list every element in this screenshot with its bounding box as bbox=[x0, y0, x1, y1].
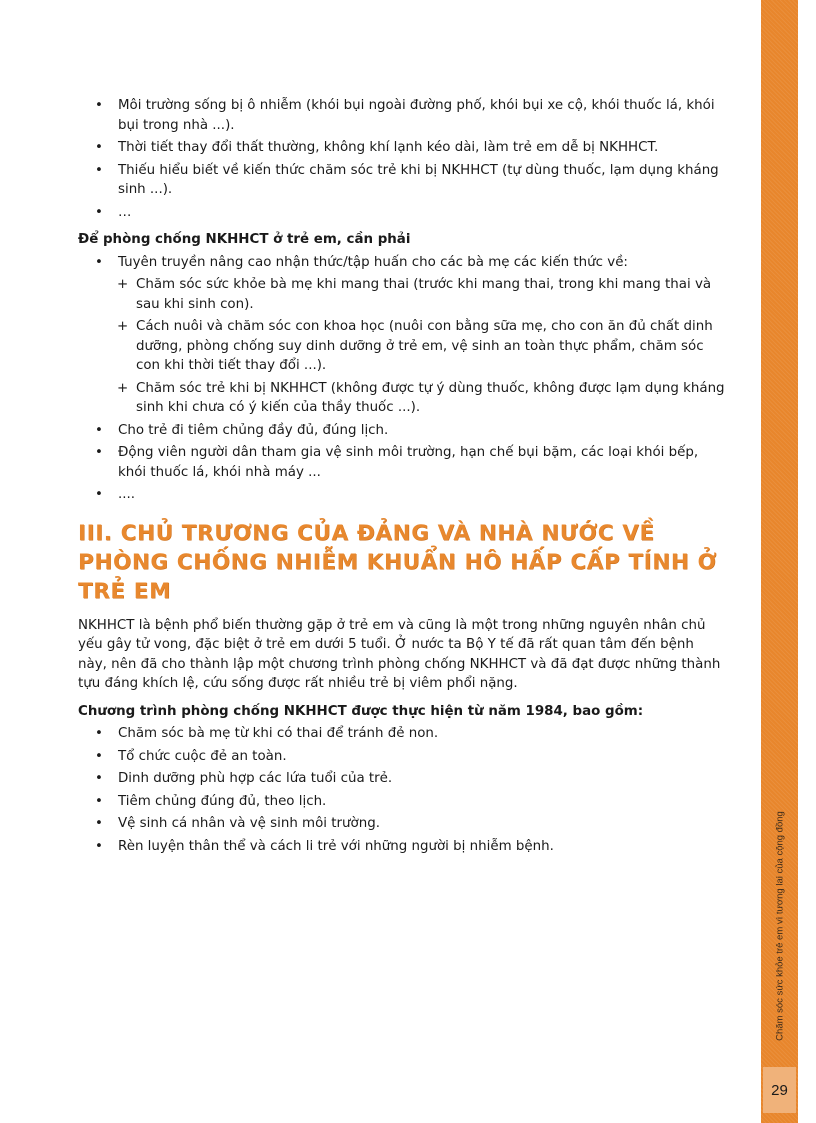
program-list bbox=[78, 724, 726, 856]
program-heading: Chương trình phòng chống NKHHCT được thực hiện từ năm 1984, bao gồm: bbox=[78, 703, 644, 719]
side-band bbox=[761, 0, 798, 1123]
page-number: 29 bbox=[763, 1067, 796, 1113]
sub-list-item: + Cách nuôi và chăm sóc con khoa học (nuôi con bằng sữa mẹ, cho con ăn đủ chất dinh dưỡng, phòng chống suy dinh dưỡng ở trẻ em, vệ sinh an toàn thực phẩm, chăm sóc con khi thời tiết thay đổi ...). bbox=[78, 317, 726, 376]
prevention-sublist bbox=[78, 275, 726, 418]
list-item: • Cho trẻ đi tiêm chủng đầy đủ, đúng lịch. bbox=[78, 421, 726, 441]
list-item: • Động viên người dân tham gia vệ sinh môi trường, hạn chế bụi bặm, các loại khói bếp, khói thuốc lá, khói nhà máy ... bbox=[78, 443, 726, 482]
sub-list-item: + Chăm sóc sức khỏe bà mẹ khi mang thai (trước khi mang thai, trong khi mang thai và sau khi sinh con). bbox=[78, 275, 726, 314]
list-item: • .... bbox=[78, 485, 726, 505]
page-content bbox=[78, 96, 726, 859]
prevention-heading: Để phòng chống NKHHCT ở trẻ em, cần phải bbox=[78, 232, 411, 247]
prevention-list bbox=[78, 253, 726, 273]
list-item: • Dinh dưỡng phù hợp các lứa tuổi của trẻ. bbox=[78, 769, 726, 789]
list-item: • Thời tiết thay đổi thất thường, không khí lạnh kéo dài, làm trẻ em dễ bị NKHHCT. bbox=[78, 138, 726, 158]
sidebar-book-title: Chăm sóc sức khỏe trẻ em vì tương lai của cộng đồng bbox=[774, 811, 785, 1041]
list-item: • Vệ sinh cá nhân và vệ sinh môi trường. bbox=[78, 814, 726, 834]
list-item: • Chăm sóc bà mẹ từ khi có thai để tránh đẻ non. bbox=[78, 724, 726, 744]
list-item: • Thiếu hiểu biết về kiến thức chăm sóc trẻ khi bị NKHHCT (tự dùng thuốc, lạm dụng kháng sinh ...). bbox=[78, 161, 726, 200]
sub-list-item: + Chăm sóc trẻ khi bị NKHHCT (không được tự ý dùng thuốc, không được lạm dụng kháng sinh khi chưa có ý kiến của thầy thuốc ...). bbox=[78, 379, 726, 418]
list-item-text: Tuyên truyền nâng cao nhận thức/tập huấn cho các bà mẹ các kiến thức về: bbox=[118, 254, 628, 270]
list-item: • Rèn luyện thân thể và cách li trẻ với những người bị nhiễm bệnh. bbox=[78, 837, 726, 857]
list-item: • Môi trường sống bị ô nhiễm (khói bụi ngoài đường phố, khói bụi xe cộ, khói thuốc lá, khói bụi trong nhà ...). bbox=[78, 96, 726, 135]
section-title: III. CHỦ TRƯƠNG CỦA ĐẢNG VÀ NHÀ NƯỚC VỀ PHÒNG CHỐNG NHIỄM KHUẨN HÔ HẤP CẤP TÍNH Ở TRẺ EM bbox=[78, 520, 717, 604]
list-item: • Tiêm chủng đúng đủ, theo lịch. bbox=[78, 792, 726, 812]
list-item: • … bbox=[78, 203, 726, 223]
causes-list bbox=[78, 96, 726, 222]
list-item: • Tổ chức cuộc đẻ an toàn. bbox=[78, 747, 726, 767]
section-paragraph: NKHHCT là bệnh phổ biến thường gặp ở trẻ em và cũng là một trong những nguyên nhân chủ yếu gây tử vong, đặc biệt ở trẻ em dưới 5 tuổi. Ở nước ta Bộ Y tế đã rất quan tâm đến bệnh này, nên đã cho thành lập một chương trình phòng chống NKHHCT và đã đạt được những thành tựu đáng khích lệ, cứu sống được rất nhiều trẻ bị viêm phổi nặng. bbox=[78, 617, 721, 691]
list-item bbox=[78, 253, 726, 273]
prevention-list-continued bbox=[78, 421, 726, 505]
